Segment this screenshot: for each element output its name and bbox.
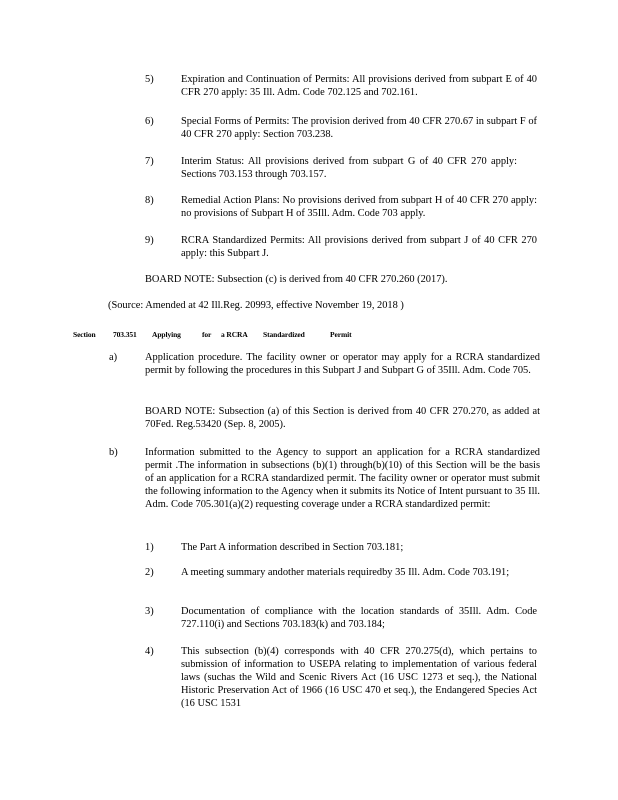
section-title-word: Standardized — [263, 330, 305, 339]
subsection-letter: a) — [109, 352, 118, 363]
list-item — [145, 234, 545, 262]
section-title-word: a RCRA — [221, 330, 248, 339]
subsection-b — [109, 446, 549, 526]
section-title-word: Applying — [152, 330, 181, 339]
item-text: Documentation of compliance with the location standards of 35Ill. Adm. Code 727.110(i) and Sections 703.183(k) and 703.184; — [181, 606, 537, 630]
item-text: Expiration and Continuation of Permits: All provisions derived from subpart E of 40 CFR 270 apply: 35 Ill. Adm. Code 702.125 and 702.161. — [181, 74, 537, 98]
list-item — [145, 541, 545, 555]
item-number: 8) — [145, 195, 154, 206]
item-number: 7) — [145, 156, 154, 167]
list-item — [145, 194, 545, 222]
list-item — [145, 73, 545, 101]
item-number: 2) — [145, 567, 154, 578]
subsection-a — [109, 351, 549, 391]
item-number: 4) — [145, 646, 154, 657]
section-title-word: Permit — [330, 330, 352, 339]
item-text: Special Forms of Permits: The provision derived from 40 CFR 270.67 in subpart F of 40 CFR 270 apply: Section 703.238. — [181, 116, 537, 140]
item-text: RCRA Standardized Permits: All provisions derived from subpart J of 40 CFR 270 apply: this Subpart J. — [181, 235, 537, 259]
list-item — [145, 645, 545, 715]
item-text: This subsection (b)(4) corresponds with 40 CFR 270.275(d), which pertains to submission of information to USEPA relating to implementation of various federal laws (suchas the Wild and Scenic Rivers Act (16 USC 1273 et seq.), the National Historic Preservation Act of 1966 (16 USC 470 et seq.), the Endangered Species Act (16 USC 1531 — [181, 646, 537, 709]
section-label: Section — [73, 330, 96, 339]
list-item — [145, 155, 545, 183]
item-number: 9) — [145, 235, 154, 246]
section-number: 703.351 — [113, 330, 137, 339]
item-text: Interim Status: All provisions derived from subpart G of 40 CFR 270 apply: Sections 703.153 through 703.157. — [181, 156, 517, 180]
list-item — [145, 566, 545, 594]
list-item — [145, 605, 545, 633]
item-number: 6) — [145, 116, 154, 127]
item-number: 3) — [145, 606, 154, 617]
item-number: 1) — [145, 542, 154, 553]
section-title-word: for — [202, 330, 212, 339]
list-item — [145, 115, 545, 143]
board-note: BOARD NOTE: Subsection (c) is derived from 40 CFR 270.260 (2017). — [145, 274, 448, 285]
item-text: Remedial Action Plans: No provisions derived from subpart H of 40 CFR 270 apply: no provisions of Subpart H of 35Ill. Adm. Code 703 apply. — [181, 195, 537, 219]
item-text: The Part A information described in Section 703.181; — [181, 542, 404, 553]
source-note: (Source: Amended at 42 Ill.Reg. 20993, effective November 19, 2018 ) — [108, 300, 404, 311]
board-note: BOARD NOTE: Subsection (a) of this Section is derived from 40 CFR 270.270, as added at 70Fed. Reg.53420 (Sep. 8, 2005). — [145, 406, 540, 430]
subsection-letter: b) — [109, 447, 118, 458]
subsection-text: Application procedure. The facility owner or operator may apply for a RCRA standardized permit by following the procedures in this Subpart J and Subpart G of 35Ill. Adm. Code 705. — [145, 352, 540, 376]
item-number: 5) — [145, 74, 154, 85]
item-text: A meeting summary andother materials requiredby 35 Ill. Adm. Code 703.191; — [181, 567, 510, 578]
subsection-text: Information submitted to the Agency to support an application for a RCRA standardized permit .The information in subsections (b)(1) through(b)(10) of this Section will be the basis of an application for a RCRA standardized permit. The facility owner or operator must submit the following information to the Agency when it submits its Notice of Intent pursuant to 35 Ill. Adm. Code 705.301(a)(2) requesting coverage under a RCRA standardized permit: — [145, 447, 540, 510]
